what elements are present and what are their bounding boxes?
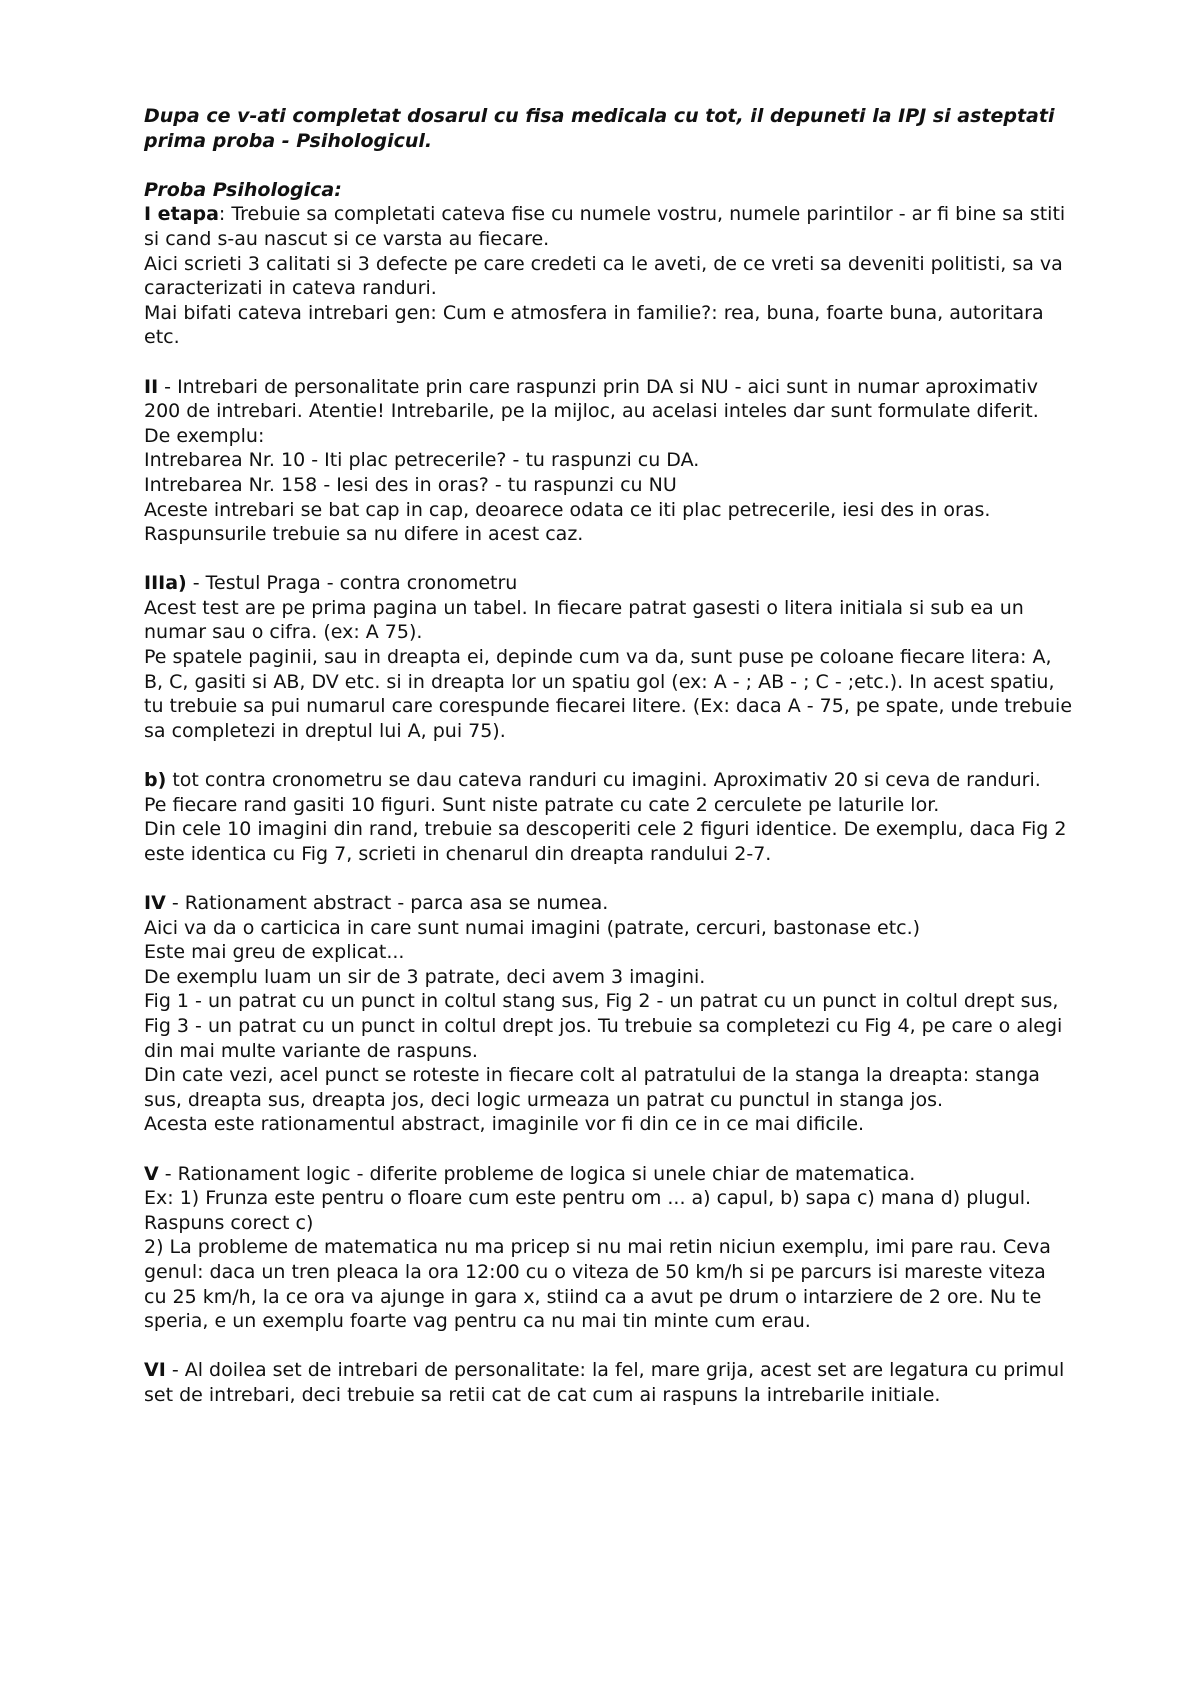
document-page: [144, 104, 1074, 1407]
stage-3a-label: IIIa): [144, 572, 187, 595]
stage-2-text: - Intrebari de personalitate prin care raspunzi prin DA si NU - aici sunt in numar aproximativ 200 de intrebari. Atentie! Intrebarile, pe la mijloc, au acelasi inteles dar sunt formulate diferit.: [144, 375, 1039, 423]
stage-3a-text: - Testul Praga - contra cronometru: [186, 572, 518, 595]
intro-paragraph: Dupa ce v-ati completat dosarul cu fisa medicala cu tot, il depuneti la IPJ si asteptati prima proba - Psihologicul.: [144, 105, 1055, 152]
spacer: [144, 153, 1074, 178]
section-heading: Proba Psihologica:: [144, 178, 342, 201]
stage-4-line: Din cate vezi, acel punct se roteste in fiecare colt al patratului de la stanga la dreapta: stanga sus, dreapta sus, dreapta jos, deci logic urmeaza un patrat cu punctul in stanga jos.: [144, 1064, 1040, 1111]
spacer: [144, 743, 1074, 768]
stage-1-line: Mai bifati cateva intrebari gen: Cum e atmosfera in familie?: rea, buna, foarte buna, autoritara etc.: [144, 301, 1044, 349]
stage-1-intro: [144, 202, 1074, 251]
stage-2-line: Aceste intrebari se bat cap in cap, deoarece odata ce iti plac petrecerile, iesi des in oras. Raspunsurile trebuie sa nu difere in acest caz.: [144, 498, 991, 546]
stage-1-label: I etapa: [144, 203, 219, 226]
stage-4-line: Este mai greu de explicat...: [144, 941, 405, 964]
stage-3b: [144, 768, 1074, 866]
stage-3a-line: Acest test are pe prima pagina un tabel. In fiecare patrat gasesti o litera initiala si sub ea un numar sau o cifra. (ex: A 75).: [144, 596, 1024, 644]
stage-3b-label: b): [144, 769, 167, 792]
stage-1-text: : Trebuie sa completati cateva fise cu numele vostru, numele parintilor - ar fi bine sa stiti si cand s-au nascut si ce varsta au fiecare.: [144, 203, 1066, 250]
stage-2-line: Intrebarea Nr. 10 - Iti plac petrecerile? - tu raspunzi cu DA.: [144, 449, 700, 472]
stage-4-line: Fig 1 - un patrat cu un punct in coltul stang sus, Fig 2 - un patrat cu un punct in coltul drept sus, Fig 3 - un patrat cu un punct in coltul drept jos. Tu trebuie sa completezi cu Fig 4, pe care o alegi din mai multe variante de raspuns.: [144, 990, 1063, 1062]
stage-3b-line: Din cele 10 imagini din rand, trebuie sa descoperiti cele 2 figuri identice. De exemplu, daca Fig 2 este identica cu Fig 7, scrieti in chenarul din dreapta randului 2-7.: [144, 818, 1067, 865]
stage-3a: [144, 571, 1074, 743]
stage-1-line: Aici scrieti 3 calitati si 3 defecte pe care credeti ca le aveti, de ce vreti sa deveniti politisti, sa va caracterizati in cateva randuri.: [144, 252, 1063, 300]
stage-6-text: - Al doilea set de intrebari de personalitate: la fel, mare grija, acest set are legatura cu primul set de intrebari, deci trebuie sa retii cat de cat cum ai raspuns la intrebarile initiale.: [144, 1359, 1065, 1406]
spacer: [144, 866, 1074, 891]
stage-3b-intro: [144, 768, 1074, 793]
stage-6: [144, 1358, 1074, 1407]
stage-3b-line: Pe fiecare rand gasiti 10 figuri. Sunt niste patrate cu cate 2 cerculete pe laturile lor.: [144, 793, 940, 816]
stage-2-line: Intrebarea Nr. 158 - Iesi des in oras? - tu raspunzi cu NU: [144, 473, 677, 496]
stage-2-label: II: [144, 375, 159, 398]
spacer: [144, 547, 1074, 572]
stage-4-intro: [144, 891, 1074, 916]
stage-5-line: Ex: 1) Frunza este pentru o floare cum este pentru om ... a) capul, b) sapa c) mana d) plugul. Raspuns corect c): [144, 1187, 1032, 1234]
stage-4-line: Acesta este rationamentul abstract, imaginile vor fi din ce in ce mai dificile.: [144, 1113, 865, 1136]
stage-5-line: 2) La probleme de matematica nu ma pricep si nu mai retin niciun exemplu, imi pare rau. Ceva genul: daca un tren pleaca la ora 12:00 cu o viteza de 50 km/h si pe parcurs isi mareste viteza cu 25 km/h, la ce ora va ajunge in gara x, stiind ca a avut pe drum o intarziere de 2 ore. Nu te speria, e un exemplu foarte vag pentru ca nu mai tin minte cum erau.: [144, 1236, 1051, 1333]
stage-3b-text: tot contra cronometru se dau cateva randuri cu imagini. Aproximativ 20 si ceva de randuri.: [166, 769, 1041, 792]
stage-2-intro: [144, 375, 1074, 424]
stage-4-line: Aici va da o carticica in care sunt numai imagini (patrate, cercuri, bastonase etc.): [144, 916, 921, 939]
stage-4: [144, 891, 1074, 1137]
spacer: [144, 350, 1074, 375]
stage-2: [144, 375, 1074, 547]
stage-3a-line: Pe spatele paginii, sau in dreapta ei, depinde cum va da, sunt puse pe coloane fiecare litera: A, B, C, gasiti si AB, DV etc. si in dreapta lor un spatiu gol (ex: A - ; AB - ; C - ;etc.). In acest spatiu, tu trebuie sa pui numarul care corespunde fiecarei litere. (Ex: daca A - 75, pe spate, unde trebuie sa completezi in dreptul lui A, pui 75).: [144, 646, 1073, 742]
stage-2-line: De exemplu:: [144, 424, 265, 447]
stage-3a-intro: [144, 571, 1074, 596]
stage-6-intro: [144, 1358, 1074, 1407]
stage-5: [144, 1162, 1074, 1334]
spacer: [144, 1137, 1074, 1162]
stage-5-text: - Rationament logic - diferite probleme de logica si unele chiar de matematica.: [158, 1162, 916, 1185]
stage-5-label: V: [144, 1162, 159, 1185]
spacer: [144, 1334, 1074, 1359]
stage-4-text: - Rationament abstract - parca asa se numea.: [165, 892, 609, 914]
stage-4-line: De exemplu luam un sir de 3 patrate, deci avem 3 imagini.: [144, 965, 706, 988]
stage-4-label: IV: [144, 892, 166, 914]
stage-5-intro: [144, 1162, 1074, 1187]
stage-1: [144, 202, 1074, 350]
stage-6-label: VI: [144, 1359, 166, 1382]
